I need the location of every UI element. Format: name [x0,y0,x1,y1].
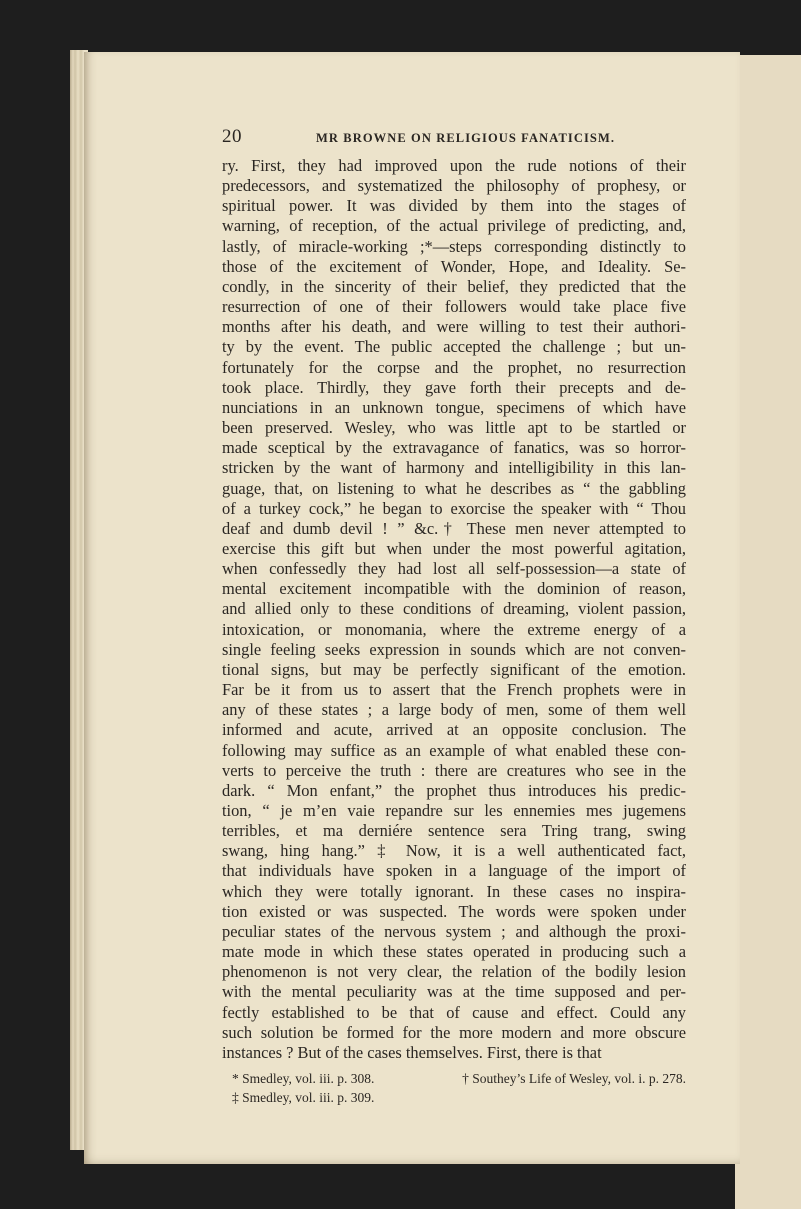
text-line: spiritual power. It was divided by them into the stages of [222,196,686,216]
running-title: MR BROWNE ON RELIGIOUS FANATICISM. [316,131,616,145]
text-line: which they were totally ignorant. In these cases no inspira- [222,881,686,901]
text-line: peculiar states of the nervous system ; and although the proxi- [222,921,686,941]
text-line: tional signs, but may be perfectly significant of the emotion. [222,659,686,679]
text-line: any of these states ; a large body of men, some of them well [222,700,686,720]
text-line: phenomenon is not very clear, the relation of the bodily lesion [222,962,686,982]
text-line: single feeling seeks expression in sounds which are not conven- [222,639,686,659]
text-line: fectly established to be that of cause and effect. Could any [222,1002,686,1022]
footnote-row [232,1088,686,1107]
text-line: nunciations in an unknown tongue, specimens of which have [222,397,686,417]
text-line: condly, in the sincerity of their belief, they predicted that the [222,276,686,296]
text-line: fortunately for the corpse and the prophet, no resurrection [222,357,686,377]
footnote-2: † Southey’s Life of Wesley, vol. i. p. 278. [462,1071,686,1087]
text-line: been preserved. Wesley, who was little apt to be startled or [222,418,686,438]
text-line: informed and acute, arrived at an opposite conclusion. The [222,720,686,740]
text-line: tion existed or was suspected. The words were spoken under [222,901,686,921]
text-line: swang, hing hang.” ‡ Now, it is a well authenticated fact, [222,841,686,861]
text-line: terribles, et ma derniére sentence sera Tring trang, swing [222,821,686,841]
text-line: and allied only to these conditions of dreaming, violent passion, [222,599,686,619]
text-line: made sceptical by the extravagance of fanatics, was so horror- [222,438,686,458]
text-line: dark. “ Mon enfant,” the prophet thus introduces his predic- [222,780,686,800]
text-line: stricken by the want of harmony and intelligibility in this lan- [222,458,686,478]
text-line: when confessedly they had lost all self-possession—a state of [222,559,686,579]
footnote-row [232,1069,686,1088]
page-number: 20 [222,126,242,147]
text-line: deaf and dumb devil ! ” &c.† These men never attempted to [222,518,686,538]
text-line: instances ? But of the cases themselves. First, there is that [222,1042,602,1062]
body-text [222,156,686,1063]
text-line: following may suffice as an example of what enabled these con- [222,740,686,760]
text-line: ty by the event. The public accepted the challenge ; but un- [222,337,686,357]
text-line: warning, of reception, of the actual privilege of predicting, and, [222,216,686,236]
text-line: predecessors, and systematized the philosophy of prophesy, or [222,176,686,196]
text-line: took place. Thirdly, they gave forth their precepts and de- [222,377,686,397]
running-head [222,126,686,152]
page-content [222,126,686,1107]
text-line: intoxication, or monomania, where the extreme energy of a [222,619,686,639]
text-line: exercise this gift but when under the most powerful agitation, [222,538,686,558]
text-line: such solution be formed for the more modern and more obscure [222,1022,686,1042]
text-line: Far be it from us to assert that the French prophets were in [222,680,686,700]
text-line: with the mental peculiarity was at the time supposed and per- [222,982,686,1002]
footnotes [222,1069,686,1107]
footnote-3: ‡ Smedley, vol. iii. p. 309. [232,1090,375,1106]
text-line: ry. First, they had improved upon the rude notions of their [222,156,686,175]
text-line: of a turkey cock,” he began to exorcise the speaker with “ Thou [222,498,686,518]
text-line: months after his death, and were willing to test their authori- [222,317,686,337]
text-line: mental excitement incompatible with the dominion of reason, [222,579,686,599]
text-line: lastly, of miracle-working ;*—steps corresponding distinctly to [222,236,686,256]
footnote-1: * Smedley, vol. iii. p. 308. [232,1071,375,1087]
text-line: mate mode in which these states operated in producing such a [222,942,686,962]
text-line: that individuals have spoken in a language of the import of [222,861,686,881]
text-line: guage, that, on listening to what he describes as “ the gabbling [222,478,686,498]
text-line: tion, “ je m’en vaie repandre sur les ennemies mes jugemens [222,801,686,820]
text-line: verts to perceive the truth : there are creatures who see in the [222,760,686,780]
text-line: resurrection of one of their followers would take place five [222,297,686,317]
text-line: those of the excitement of Wonder, Hope, and Ideality. Se- [222,256,686,276]
next-page-edge [735,55,801,1209]
